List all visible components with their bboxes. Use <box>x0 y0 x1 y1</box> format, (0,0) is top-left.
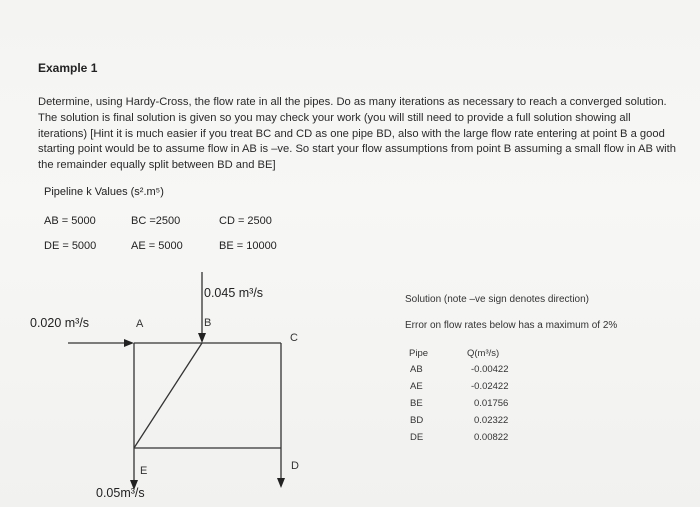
flow-label-a: 0.020 m³/s <box>30 316 90 330</box>
table-row-pipe: DE <box>410 432 424 443</box>
table-row-pipe: AB <box>410 364 423 375</box>
table-row-q: -0.00422 <box>471 364 509 375</box>
k-value-bc: BC =2500 <box>131 215 181 227</box>
example-title: Example 1 <box>38 61 98 75</box>
flow-label-e: 0.05m³/s <box>96 486 145 500</box>
table-row-pipe: AE <box>410 381 423 392</box>
table-row-q: 0.01756 <box>474 398 509 409</box>
outflow-d-arrow <box>277 478 285 488</box>
solution-error-note: Error on flow rates below has a maximum of 2% <box>405 320 618 331</box>
node-label-a: A <box>136 318 144 330</box>
table-header-pipe: Pipe <box>409 348 429 359</box>
node-label-d: D <box>291 460 299 472</box>
k-value-be: BE = 10000 <box>219 240 277 252</box>
table-row-q: -0.02422 <box>471 381 509 392</box>
problem-statement: Determine, using Hardy-Cross, the flow rate in all the pipes. Do as many iterations as necessary to reach a converged solution. The solution is final solution is given so you may check your work (you will still need to provide a full solution showing all iterations) [Hint it is much easier if you treat BC and CD as one pipe BD, also with the large flow rate entering at point B a good starting point would be to assume flow in AB is –ve. So start your flow assumptions from point B assuming a small flow in AB with the remainder equally split between BD and BE] <box>38 96 676 172</box>
k-value-de: DE = 5000 <box>44 240 97 252</box>
k-value-ab: AB = 5000 <box>44 215 96 227</box>
k-value-cd: CD = 2500 <box>219 215 272 227</box>
table-row-pipe: BE <box>410 398 423 409</box>
flow-label-b: 0.045 m³/s <box>204 286 264 300</box>
k-value-ae: AE = 5000 <box>131 240 183 252</box>
k-values-label: Pipeline k Values (s².m⁵) <box>44 186 164 198</box>
node-label-e: E <box>140 465 148 477</box>
table-row-q: 0.00822 <box>474 432 509 443</box>
solution-note: Solution (note –ve sign denotes direction) <box>405 294 590 305</box>
table-row-pipe: BD <box>410 415 424 426</box>
node-label-c: C <box>290 332 298 344</box>
inflow-b-arrow <box>198 333 206 343</box>
pipe-be <box>134 343 202 448</box>
node-label-b: B <box>204 317 212 329</box>
inflow-a-arrow <box>124 339 134 347</box>
table-header-q: Q(m³/s) <box>467 348 500 359</box>
table-row-q: 0.02322 <box>474 415 509 426</box>
